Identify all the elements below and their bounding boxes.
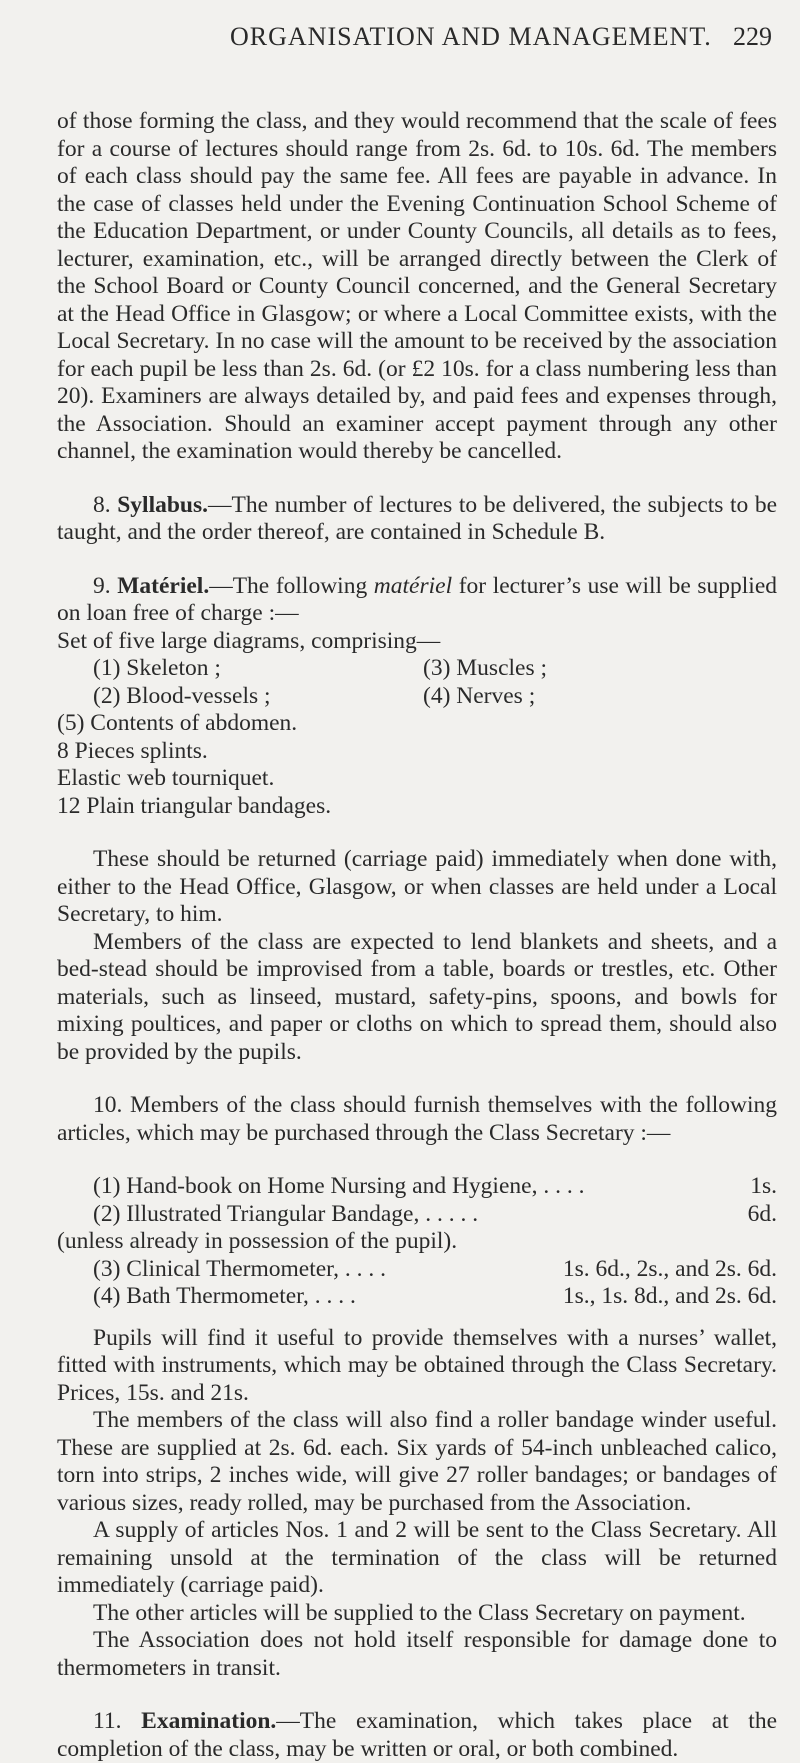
section-number: 9. (93, 572, 111, 599)
diagram-row (93, 655, 777, 683)
paragraph-payment: The other articles will be supplied to the Class Secretary on payment. (93, 1599, 746, 1626)
paragraph-roller: The members of the class will also find a roller bandage winder useful. These are supplied at 2s. 6d. each. Six yards of 54-inch unbleached calico, torn into strips, 2 inches wide, will give 27 roller bandages; or bandages of various sizes, ready rolled, may be purchased from the Association. (57, 1407, 777, 1516)
section-text: —The examination, which takes place at the completion of the class, may be written or oral, or both combined. (57, 1708, 778, 1762)
section-syllabus (57, 492, 777, 547)
page-number: 229 (733, 22, 772, 51)
material-item: Elastic web tourniquet. (57, 765, 275, 791)
section-text: for lecturer’s use will be supplied on loan free of charge :— (57, 572, 778, 626)
article-row (93, 1283, 777, 1311)
section-number: 11. (93, 1708, 122, 1734)
article-row (93, 1173, 777, 1201)
header-title: ORGANISATION AND MANAGEMENT. (230, 22, 712, 51)
article-price: 1s. (750, 1173, 777, 1199)
section-articles-intro: 10. Members of the class should furnish themselves with the following articles, which may be purchased through the Class Secretary :— (57, 1092, 777, 1146)
diagram-item: (4) Nerves ; (423, 682, 536, 709)
paragraph-wallet: Pupils will find it useful to provide themselves with a nurses’ wallet, fitted with instruments, which may be obtained through the Class Secretary. Prices, 15s. and 21s. (57, 1324, 777, 1406)
diagram-row (93, 683, 777, 711)
material-item: 8 Pieces splints. (57, 737, 208, 764)
section-heading: Examination. (141, 1708, 277, 1734)
article-row (93, 1256, 777, 1284)
italic-term: matériel (373, 572, 453, 599)
diagram-set-line: Set of five large diagrams, comprising— (57, 627, 441, 654)
paragraph-blankets: Members of the class are expected to lend blankets and sheets, and a bed-stead should be improvised from a table, boards or trestles, etc. Other materials, such as linseed, mustard, safety-pins, spoons, and bowls for mixing poultices, and paper or cloths on which to spread them, should also be provided by the pupils. (57, 928, 777, 1065)
diagram-item: (3) Muscles ; (423, 655, 548, 681)
paragraph-fees: of those forming the class, and they would recommend that the scale of fees for a course of lectures should range from 2s. 6d. to 10s. 6d. The members of each class should pay the same fee. All fees are payable in advance. In the case of classes held under the Evening Continuation School Scheme of the Education Department, or under County Councils, all details as to fees, lecturer, examination, etc., will be arranged directly between the Clerk of the School Board or County Council concerned, and the General Secretary at the Head Office in Glasgow; or where a Local Committee exists, with the Local Secretary. In no case will the amount to be received by the association for each pupil be less than 2s. 6d. (or £2 10s. for a class numbering less than 20). Examiners are always detailed by, and paid fees and expenses through, the Association. Should an examiner accept payment through any other channel, the examination would thereby be cancelled. (57, 108, 777, 464)
paragraph-supply: A supply of articles Nos. 1 and 2 will be sent to the Class Secretary. All remaining unsold at the termination of the class will be returned immediately (carriage paid). (57, 1517, 777, 1598)
section-materiel (57, 573, 777, 628)
article-label: (3) Clinical Thermometer, . . . . (93, 1255, 386, 1282)
running-header (0, 22, 800, 62)
section-examination (57, 1708, 777, 1763)
material-item: 12 Plain triangular bandages. (57, 792, 332, 819)
page-body (57, 108, 777, 1763)
section-heading: Syllabus. (117, 491, 209, 518)
article-row (93, 1201, 777, 1229)
diagram-item: (2) Blood-vessels ; (93, 682, 271, 709)
article-price: 1s. 6d., 2s., and 2s. 6d. (562, 1255, 777, 1282)
section-text: —The following (209, 572, 374, 599)
article-note: (unless already in possession of the pupil). (57, 1228, 458, 1254)
paragraph-transit: The Association does not hold itself responsible for damage done to thermometers in transit. (57, 1627, 777, 1681)
section-text: —The number of lectures to be delivered, the subjects to be taught, and the order thereof, are contained in Schedule B. (57, 491, 778, 545)
section-heading: Matériel. (117, 572, 210, 599)
article-label: (2) Illustrated Triangular Bandage, . . . . . (93, 1200, 479, 1227)
article-label: (1) Hand-book on Home Nursing and Hygiene, . . . . (93, 1173, 585, 1199)
article-label: (4) Bath Thermometer, . . . . (93, 1283, 356, 1309)
article-price: 6d. (747, 1200, 777, 1227)
article-price: 1s., 1s. 8d., and 2s. 6d. (562, 1283, 777, 1309)
diagram-item: (5) Contents of abdomen. (57, 710, 298, 736)
section-number: 8. (93, 491, 111, 518)
diagram-item: (1) Skeleton ; (93, 655, 221, 681)
paragraph-return: These should be returned (carriage paid) immediately when done with, either to the Head Office, Glasgow, or when classes are held under a Local Secretary, to him. (57, 846, 777, 927)
